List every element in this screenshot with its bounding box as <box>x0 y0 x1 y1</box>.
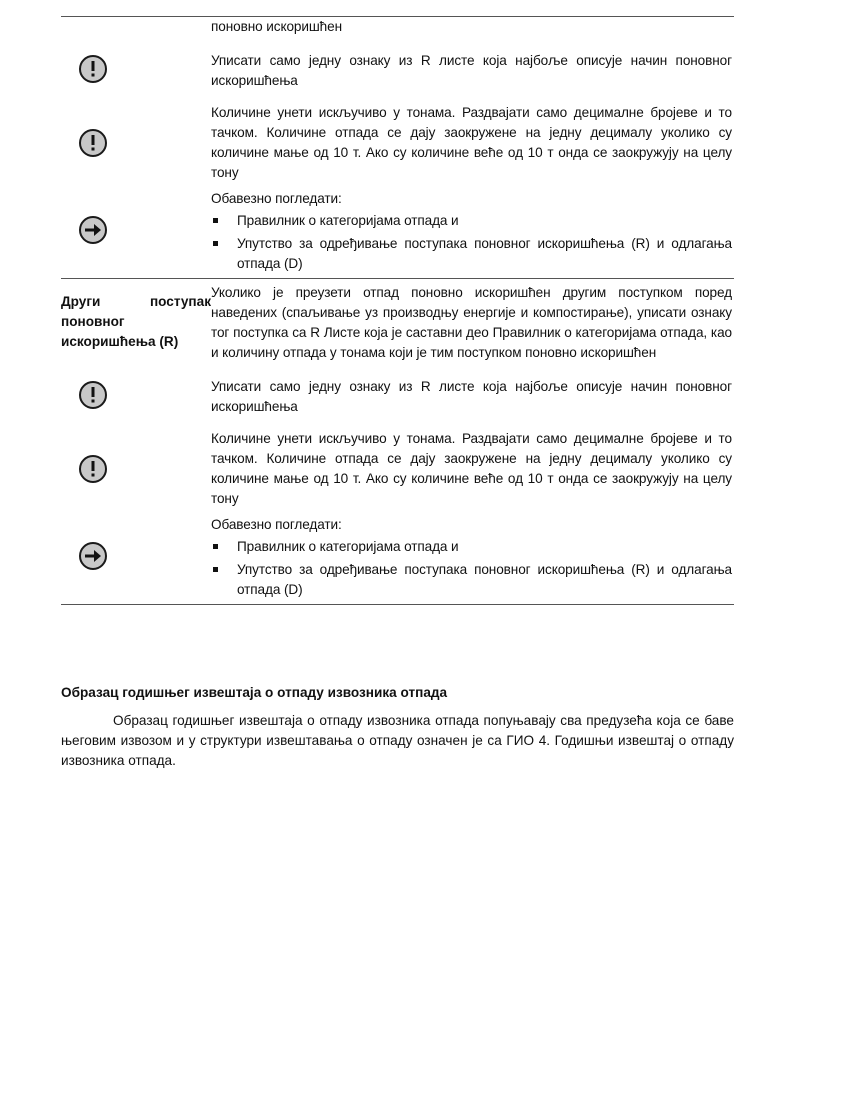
exclamation-icon <box>79 129 107 157</box>
note-text: Уписати само једну ознаку из R листе која најбоље описује начин поновног искоришћења <box>211 53 732 88</box>
section-paragraph: Образац годишњег извештаја о отпаду извозника отпада попуњавају сва предузећа која се баве његовим извозом и у структури извештавања о отпаду означен је са ГИО 4. Годишњи извештај о отпаду извозника отпада. <box>61 713 734 768</box>
see-also-item: Упутство за одређивање поступака поновног искоришћења (R) и одлагања отпада (D) <box>211 234 732 274</box>
see-also-title: Обавезно погледати: <box>211 191 342 206</box>
section-heading: Образац годишњег извештаја о отпаду извозника отпада <box>61 685 448 700</box>
note-text: Количине унети искључиво у тонама. Раздвајати само децималне бројеве и то тачком. Количине отпада се дају заокружене на једну децималу уколико су количине мање од 10 т. Ако су количине веће од 10 т онда се заокружују на целу тону <box>211 431 732 506</box>
arrow-right-icon <box>79 542 107 570</box>
see-also-title: Обавезно погледати: <box>211 517 342 532</box>
form-section <box>61 683 734 771</box>
note-text: Уписати само једну ознаку из R листе која најбоље описује начин поновног искоришћења <box>211 379 732 414</box>
note-text: Количине унети искључиво у тонама. Раздвајати само децималне бројеве и то тачком. Количине отпада се дају заокружене на једну децималу уколико су количине мање од 10 т. Ако су количине веће од 10 т онда се заокружују на целу тону <box>211 105 732 180</box>
arrow-right-icon <box>79 216 107 244</box>
row-intro-text: Уколико је преузети отпад поновно искоришћен другим поступком поред наведених (спаљивање уз производњу енергије и компостирање), уписати ознаку тог поступка са R Листе која је саставни део Правилник о категоријама отпада, као и количину отпада у тонама који је тим поступком поновно искоришћен <box>211 285 732 360</box>
see-also-item: Упутство за одређивање поступака поновног искоришћења (R) и одлагања отпада (D) <box>211 560 732 600</box>
table-row <box>61 17 734 278</box>
row-intro-text: поновно искоришћен <box>211 19 342 34</box>
see-also-item: Правилник о категоријама отпада и <box>211 211 732 231</box>
table-row <box>61 283 734 604</box>
instructions-table <box>61 16 734 605</box>
table-bottom-rule <box>61 604 734 605</box>
exclamation-icon <box>79 381 107 409</box>
table-row-rule <box>61 278 734 279</box>
see-also-item: Правилник о категоријама отпада и <box>211 537 732 557</box>
exclamation-icon <box>79 455 107 483</box>
exclamation-icon <box>79 55 107 83</box>
row-label: Други поступак поновног искоришћења (R) <box>61 294 211 349</box>
